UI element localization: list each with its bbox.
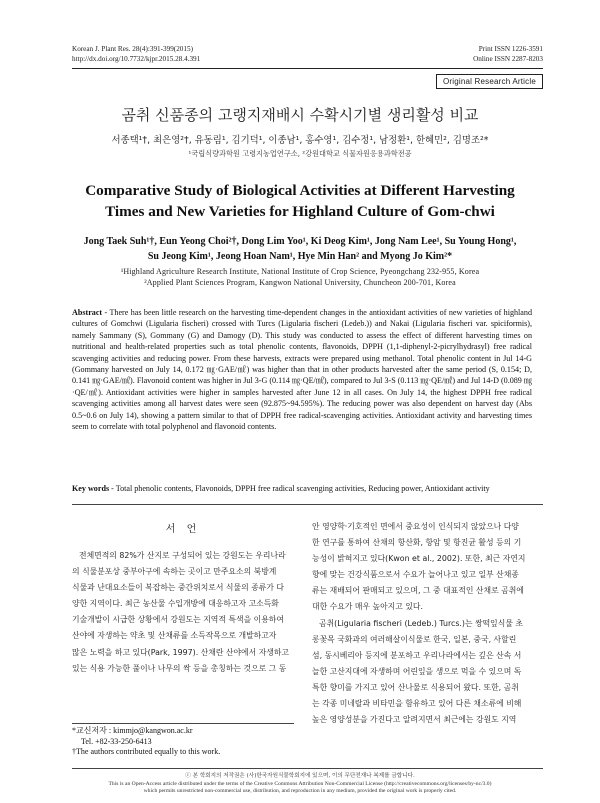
title-english-line-1: Comparative Study of Biological Activities at Different Harvesting <box>85 182 515 199</box>
copyright-notice: ⓒ 본 학회지의 저작권은 (사)한국자원식물학회지에 있으며, 이의 무단전재나 복제를 금합니다. <box>185 773 415 779</box>
authors-english-line-2: Su Jeong Kim¹, Jeong Hoan Nam¹, Hye Min Han² and Myong Jo Kim²* <box>147 251 453 262</box>
body-line: 많은 노력을 하고 있다(Park, 1997). 산채란 산야에서 자생하고 <box>72 647 290 657</box>
body-column-left <box>72 548 294 677</box>
body-line: 곰취(Ligularia fischeri (Ledeb.) Turcs.)는 쌍떡잎식물 초 <box>319 618 523 628</box>
body-line: 안 영양학·기호적인 면에서 중요성이 인식되지 않았으나 다양 <box>312 522 519 531</box>
body-line: 대한 수요가 매우 높아지고 있다. <box>312 602 423 612</box>
body-line: 향에 맞는 건강식품으로서 수요가 늘어나고 있고 일부 산채종 <box>312 570 519 580</box>
corresponding-tel: Tel. +82-33-250-6413 <box>81 736 152 746</box>
body-line: 의 식물분포상 중부아구에 속하는 곳이고 만주요소의 북방계 <box>72 567 277 577</box>
header-divider <box>72 68 543 69</box>
article-type-badge: Original Research Article <box>436 74 543 89</box>
journal-header-right <box>473 44 543 64</box>
license-notice <box>40 781 560 795</box>
abstract <box>72 307 532 432</box>
abstract-text: - There has been little research on the harvesting time-dependent changes in the antioxidant activities of new varieties of highland cultures of Gomchwi (Ligularia fischeri) crossed with Turcs (Ligularia fischeri (Ledeb.)) and Nakai (Ligularia fischeri var. spiciformis), namely Sammany (S), Gommany (G) and Damogy (D). This study was conducted to assess the effect of different harvesting times on nutritional and health-related properties such as total phenolic contents, flavonoids, DPPH (1,1-diphenyl-2-picrylhydrasyl) free radical scavenging activities and reducing power. From these harvests, extracts were prepared using methanol. Total phenolic content in Jul 14-G (Gommany harvested on July 14, 0.172 ㎎·GAE/㎖) was higher than that in other products harvested after the same period (S, 0.154; D, 0.141 ㎎·GAE/㎖). Flavonoid content was higher in Jul 3-G (0.114 ㎎·QE/㎖), compared to Jul 3-S (0.113 ㎎·QE/㎖) and Jul 14-D (0.089 ㎎·QE/㎖). Antioxidant activities were higher in samples harvested after June 12 in all cases. On July 14, the highest DPPH free radical scavenging activities among all harvest dates were seen (92.875~94.595%). The reducing power was also dependent on harvest day (Abs 0.5~0.6 on July 14), showing a pattern similar to that of DPPH free radical-scavenging activities. Antioxidant activity and harvesting times seem to correlate with total polyphenol and flavonoid contents. <box>72 308 532 432</box>
license-line-2: which permits unrestricted non-commercial use, distribution, and reproduction in any medium, provided the original work is properly cited. <box>143 788 457 795</box>
body-line: 식물과 난대요소들이 복잡하는 중간위치로서 식물의 종류가 다 <box>72 583 284 593</box>
footnote-divider <box>72 723 294 724</box>
journal-header-left <box>72 44 200 64</box>
license-line-1: This is an Open-Access article distributed under the terms of the Creative Commons Attribution Non-Commercial License (http://creativecommons.org/licenses/by-nc/3.0) <box>108 781 492 787</box>
body-line: 있는 식용 가능한 풀이나 나무의 싹 등을 총칭하는 것으로 그 동 <box>72 663 287 673</box>
footer-divider <box>72 768 543 769</box>
affiliations-english <box>60 266 540 288</box>
authors-english <box>60 234 540 264</box>
issn-print: Print ISSN 1226-3591 <box>478 45 543 53</box>
abstract-divider <box>72 504 543 505</box>
journal-citation: Korean J. Plant Res. 28(4):391-399(2015) <box>72 45 193 53</box>
corresponding-label: *교신저자 : <box>72 726 112 735</box>
body-line: 롱꽃목 국화과의 여러해살이식물로 한국, 일본, 중국, 사할린 <box>312 634 517 644</box>
body-line: 기술개발이 시급한 상황에서 강원도는 지역적 특색을 이용하여 <box>72 615 284 625</box>
body-line: 양한 지역이다. 최근 농산물 수입개방에 대응하고자 고소득화 <box>72 599 279 609</box>
keywords <box>72 483 534 494</box>
body-line: 능성이 밝혀지고 있다(Kwon et al., 2002). 또한, 최근 자연지 <box>312 554 526 564</box>
title-english-line-2: Times and New Varieties for Highland Culture of Gom-chwi <box>105 203 495 220</box>
body-column-right <box>312 519 544 728</box>
corresponding-author <box>72 726 294 737</box>
body-line: 늘한 고산지대에 자생하며 어린잎을 생으로 먹을 수 있으며 독 <box>312 666 522 676</box>
footnote <box>72 726 294 758</box>
body-line: 산야에 자생하는 약초 및 산채류를 소득작목으로 개발하고자 <box>72 631 277 641</box>
equal-contribution-note: †The authors contributed equally to this work. <box>72 747 221 757</box>
title-english <box>60 180 540 222</box>
authors-korean: 서종택¹†, 최은영²†, 유동림¹, 김기덕¹, 이종남¹, 홍수영¹, 김수정¹, 남정환¹, 한혜민², 김명조²* <box>111 135 489 146</box>
keywords-text: - Total phenolic contents, Flavonoids, DPPH free radical scavenging activities, Reducing power, Antioxidant activity <box>109 484 490 493</box>
body-line: 류는 재배되어 판매되고 있으며, 그 중 대표적인 산채로 곰취에 <box>312 586 524 596</box>
body-line: 전체면적의 82%가 산지로 구성되어 있는 강원도는 우리나라 <box>79 551 286 560</box>
section-title-introduction: 서 언 <box>165 524 201 535</box>
body-line: 한 연구를 통하여 산채의 항산화, 항암 및 항진균 활성 등의 기 <box>312 538 522 548</box>
affiliation-english-1: ¹Highland Agriculture Research Institute, National Institute of Crop Science, Pyeongchang 232-955, Korea <box>120 267 480 276</box>
abstract-label: Abstract <box>72 308 103 317</box>
affiliation-english-2: ²Applied Plant Sciences Program, Kangwon National University, Chuncheon 200-701, Korea <box>144 278 456 287</box>
corresponding-email[interactable]: kimmjo@kangwon.ac.kr <box>113 726 193 735</box>
body-line: 높은 영양성분을 가진다고 알려지면서 최근에는 강원도 지역 <box>312 715 517 725</box>
issn-online: Online ISSN 2287-8203 <box>473 55 543 63</box>
authors-english-line-1: Jong Taek Suh¹†, Eun Yeong Choi²†, Dong Lim Yoo¹, Ki Deog Kim¹, Jong Nam Lee¹, Su Young Hong¹, <box>83 236 517 247</box>
body-line: 특한 향미를 가지고 있어 산나물로 식용되어 왔다. 또한, 곰취 <box>312 682 519 692</box>
title-korean: 곰취 신품종의 고랭지재배시 수확시기별 생리활성 비교 <box>121 106 479 124</box>
affiliations-korean: ¹국립식량과학원 고령지농업연구소, ²강원대학교 식물자원응용과학전공 <box>188 149 412 158</box>
keywords-label: Key words <box>72 484 110 493</box>
body-line: 섬, 동시베리아 등지에 분포하고 우리나라에서는 깊은 산속 서 <box>312 650 522 660</box>
body-line: 는 각종 미네랄과 비타민을 함유하고 있어 다른 채소류에 비해 <box>312 699 522 709</box>
doi-link[interactable]: http://dx.doi.org/10.7732/kjpr.2015.28.4.391 <box>72 55 201 63</box>
